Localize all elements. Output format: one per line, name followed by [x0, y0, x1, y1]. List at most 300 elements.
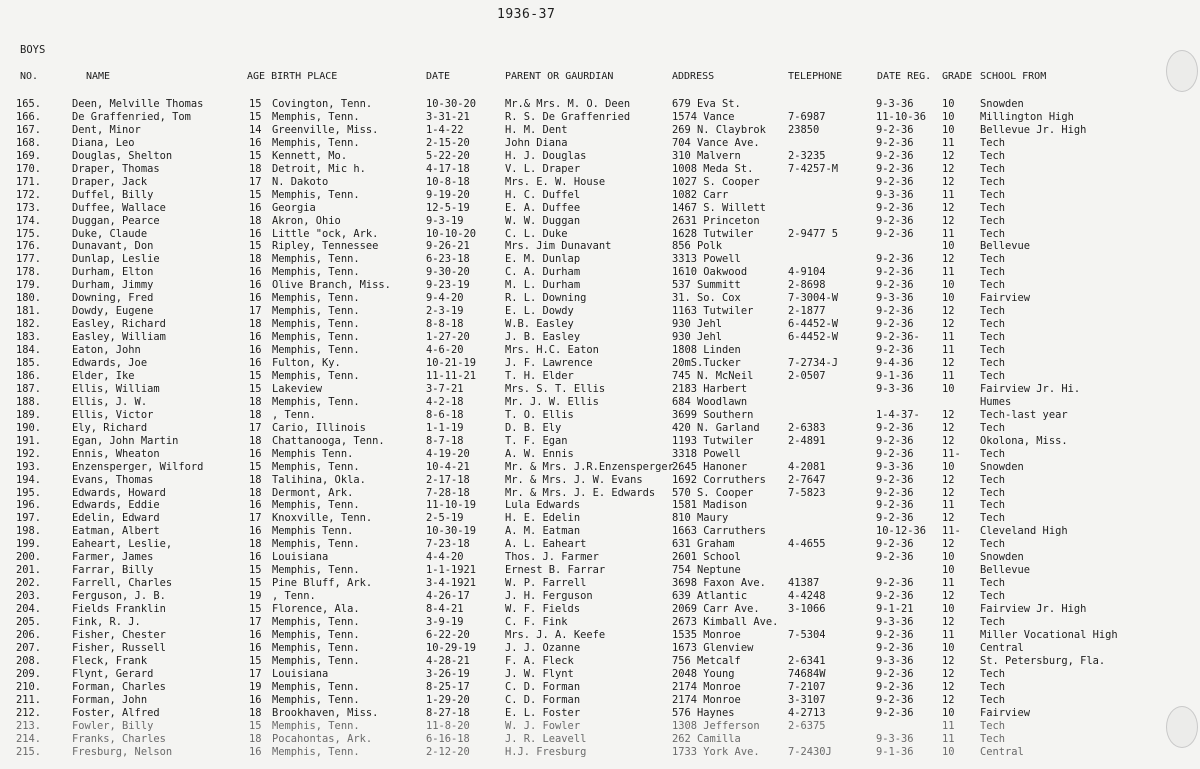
- birth-date: 2-5-19: [426, 512, 464, 525]
- telephone: 3-1066: [788, 603, 826, 616]
- address: 1027 S. Cooper: [672, 175, 760, 188]
- table-row: [0, 396, 1200, 409]
- parent-name: J. H. Ferguson: [505, 590, 593, 603]
- parent-name: Ernest B. Farrar: [505, 564, 606, 577]
- parent-name: V. L. Draper: [505, 162, 581, 175]
- row-number: 177.: [16, 253, 42, 266]
- date-registered: 9-2-36: [876, 667, 914, 680]
- row-number: 176.: [16, 240, 42, 253]
- school-from: Tech: [980, 253, 1006, 266]
- parent-name: C. A. Durham: [505, 266, 581, 279]
- date-registered: 9-2-36: [876, 318, 914, 331]
- school-from: Snowden: [980, 98, 1024, 110]
- table-row: [0, 694, 1200, 707]
- school-from: Cleveland High: [980, 525, 1068, 538]
- grade: 11: [942, 732, 955, 745]
- row-number: 215.: [16, 745, 42, 758]
- school-from: Tech: [980, 667, 1006, 680]
- school-from: Millington High: [980, 110, 1074, 123]
- row-number: 187.: [16, 382, 42, 395]
- birth-date: 4-28-21: [426, 654, 470, 667]
- table-row: [0, 344, 1200, 357]
- age: 17: [249, 667, 262, 680]
- age: 16: [249, 499, 262, 512]
- address: 1692 Corruthers: [672, 473, 766, 486]
- school-from: Tech: [980, 486, 1006, 499]
- grade: 10: [942, 240, 955, 253]
- birth-place: Little "ock, Ark.: [272, 227, 379, 240]
- age: 16: [249, 201, 262, 214]
- row-number: 207.: [16, 641, 42, 654]
- student-name: Evans, Thomas: [72, 473, 154, 486]
- date-registered: 9-2-36: [876, 641, 914, 654]
- birth-date: 3-4-1921: [426, 577, 477, 590]
- student-name: Edelin, Edward: [72, 512, 160, 525]
- parent-name: J. J. Ozanne: [505, 641, 581, 654]
- parent-name: H. M. Dent: [505, 123, 568, 136]
- grade: 10: [942, 292, 955, 305]
- birth-date: 3-7-21: [426, 382, 464, 395]
- row-number: 185.: [16, 357, 42, 369]
- address: 930 Jehl: [672, 318, 723, 331]
- student-name: Durham, Jimmy: [72, 279, 154, 292]
- date-registered: 9-2-36: [876, 136, 914, 149]
- student-name: Fresburg, Nelson: [72, 745, 173, 758]
- parent-name: C. D. Forman: [505, 680, 581, 693]
- birth-date: 8-7-18: [426, 434, 464, 447]
- age: 18: [249, 706, 262, 719]
- birth-place: Memphis, Tenn.: [272, 344, 360, 357]
- address: 1308 Jefferson: [672, 719, 760, 732]
- parent-name: J. F. Lawrence: [505, 357, 593, 369]
- student-name: Dunavant, Don: [72, 240, 154, 253]
- school-from: Tech: [980, 590, 1006, 603]
- parent-name: W. F. Fields: [505, 603, 581, 616]
- birth-place: Memphis, Tenn.: [272, 253, 360, 266]
- date-registered: 9-2-36: [876, 227, 914, 240]
- school-from: Tech: [980, 577, 1006, 590]
- address: 1610 Oakwood: [672, 266, 748, 279]
- age: 18: [249, 538, 262, 551]
- student-name: Ellis, Victor: [72, 408, 154, 421]
- student-name: Elder, Ike: [72, 369, 135, 382]
- date-registered: 9-2-36: [876, 590, 914, 603]
- school-from: Fairview Jr. High: [980, 603, 1087, 616]
- age: 14: [249, 123, 262, 136]
- header-no: NO.: [20, 71, 39, 82]
- row-number: 190.: [16, 421, 42, 434]
- table-row: [0, 357, 1200, 370]
- student-name: Enzensperger, Wilford: [72, 460, 204, 473]
- grade: 10: [942, 123, 955, 136]
- birth-place: Cario, Illinois: [272, 421, 366, 434]
- row-number: 167.: [16, 123, 42, 136]
- date-registered: 9-2-36: [876, 693, 914, 706]
- row-number: 166.: [16, 110, 42, 123]
- birth-date: 1-4-22: [426, 123, 464, 136]
- school-from: Tech: [980, 227, 1006, 240]
- student-name: Eaton, John: [72, 344, 141, 357]
- school-from: Tech: [980, 331, 1006, 344]
- age: 15: [249, 719, 262, 732]
- table-row: [0, 240, 1200, 253]
- address: 810 Maury: [672, 512, 729, 525]
- date-registered: 9-3-36: [876, 654, 914, 667]
- birth-date: 9-19-20: [426, 188, 470, 201]
- row-number: 200.: [16, 551, 42, 564]
- birth-date: 2-15-20: [426, 136, 470, 149]
- parent-name: H. E. Edelin: [505, 512, 581, 525]
- school-from: Tech: [980, 719, 1006, 732]
- address: 679 Eva St.: [672, 98, 741, 110]
- student-name: Dent, Minor: [72, 123, 141, 136]
- birth-date: 3-9-19: [426, 616, 464, 628]
- birth-date: 4-26-17: [426, 590, 470, 603]
- student-name: Fields Franklin: [72, 603, 166, 616]
- school-from: Tech: [980, 447, 1006, 460]
- date-registered: 9-3-36: [876, 460, 914, 473]
- age: 15: [249, 460, 262, 473]
- date-registered: 9-2-36: [876, 421, 914, 434]
- telephone: 2-0507: [788, 369, 826, 382]
- birth-date: 11-11-21: [426, 369, 477, 382]
- grade: 10: [942, 745, 955, 758]
- parent-name: C. L. Duke: [505, 227, 568, 240]
- table-row: [0, 215, 1200, 228]
- age: 15: [249, 603, 262, 616]
- row-number: 165.: [16, 98, 42, 110]
- school-from: Tech: [980, 266, 1006, 279]
- birth-date: 9-23-19: [426, 279, 470, 292]
- date-registered: 9-4-36: [876, 357, 914, 369]
- age: 16: [249, 693, 262, 706]
- age: 17: [249, 305, 262, 318]
- table-row: [0, 409, 1200, 422]
- birth-date: 6-23-18: [426, 253, 470, 266]
- student-name: Forman, John: [72, 693, 148, 706]
- school-from: Tech: [980, 136, 1006, 149]
- parent-name: H. C. Duffel: [505, 188, 581, 201]
- header-name: NAME: [86, 71, 111, 82]
- table-row: [0, 111, 1200, 124]
- address: 3313 Powell: [672, 253, 741, 266]
- telephone: 2-4891: [788, 434, 826, 447]
- address: 2048 Young: [672, 667, 735, 680]
- telephone: 7-2734-J: [788, 357, 839, 369]
- age: 16: [249, 292, 262, 305]
- student-name: Draper, Thomas: [72, 162, 160, 175]
- date-registered: 9-2-36: [876, 175, 914, 188]
- birth-place: Memphis, Tenn.: [272, 499, 360, 512]
- student-name: Edwards, Howard: [72, 486, 166, 499]
- table-row: [0, 383, 1200, 396]
- date-registered: 9-2-36: [876, 344, 914, 357]
- school-from: Snowden: [980, 551, 1024, 564]
- age: 16: [249, 551, 262, 564]
- birth-place: Memphis, Tenn.: [272, 318, 360, 331]
- address: 576 Haynes: [672, 706, 735, 719]
- row-number: 178.: [16, 266, 42, 279]
- row-number: 197.: [16, 512, 42, 525]
- age: 15: [249, 149, 262, 162]
- table-row: [0, 189, 1200, 202]
- table-row: [0, 176, 1200, 189]
- parent-name: Mrs. Jim Dunavant: [505, 240, 612, 253]
- birth-date: 2-3-19: [426, 305, 464, 318]
- birth-date: 10-8-18: [426, 175, 470, 188]
- student-name: Duffel, Billy: [72, 188, 154, 201]
- birth-date: 1-1-1921: [426, 564, 477, 577]
- school-from: Bellevue: [980, 240, 1031, 253]
- date-registered: 9-3-36: [876, 98, 914, 110]
- parent-name: J. B. Easley: [505, 331, 581, 344]
- grade: 11: [942, 136, 955, 149]
- telephone: 2-6383: [788, 421, 826, 434]
- birth-date: 1-29-20: [426, 693, 470, 706]
- grade: 12: [942, 149, 955, 162]
- student-name: Easley, William: [72, 331, 166, 344]
- school-from: Tech: [980, 188, 1006, 201]
- age: 19: [249, 680, 262, 693]
- row-number: 168.: [16, 136, 42, 149]
- age: 15: [249, 382, 262, 395]
- birth-place: Memphis, Tenn.: [272, 654, 360, 667]
- section-label: BOYS: [20, 44, 46, 56]
- row-number: 205.: [16, 616, 42, 628]
- birth-date: 10-30-19: [426, 525, 477, 538]
- age: 18: [249, 395, 262, 408]
- birth-date: 6-16-18: [426, 732, 470, 745]
- table-row: [0, 642, 1200, 655]
- address: 2183 Harbert: [672, 382, 748, 395]
- date-registered: 9-2-36: [876, 149, 914, 162]
- birth-date: 4-17-18: [426, 162, 470, 175]
- telephone: 7-4257-M: [788, 162, 839, 175]
- grade: 11: [942, 719, 955, 732]
- birth-place: Ripley, Tennessee: [272, 240, 379, 253]
- telephone: 4-4655: [788, 538, 826, 551]
- birth-place: Memphis, Tenn.: [272, 110, 360, 123]
- header-telephone: TELEPHONE: [788, 71, 843, 82]
- birth-date: 7-23-18: [426, 538, 470, 551]
- row-number: 183.: [16, 331, 42, 344]
- grade: 10: [942, 98, 955, 110]
- telephone: 2-3235: [788, 149, 826, 162]
- birth-place: Pine Bluff, Ark.: [272, 577, 373, 590]
- address: 1193 Tutwiler: [672, 434, 754, 447]
- parent-name: W. W. Duggan: [505, 214, 581, 227]
- address: 1628 Tutwiler: [672, 227, 754, 240]
- student-name: Durham, Elton: [72, 266, 154, 279]
- school-from: Tech: [980, 344, 1006, 357]
- school-from: Tech: [980, 369, 1006, 382]
- school-from: Tech: [980, 175, 1006, 188]
- age: 15: [249, 654, 262, 667]
- birth-date: 10-29-19: [426, 641, 477, 654]
- student-name: Eatman, Albert: [72, 525, 160, 538]
- table-row: [0, 474, 1200, 487]
- telephone: 41387: [788, 577, 820, 590]
- telephone: 6-4452-W: [788, 331, 839, 344]
- date-registered: 9-1-36: [876, 369, 914, 382]
- telephone: 7-5823: [788, 486, 826, 499]
- age: 15: [249, 564, 262, 577]
- parent-name: M. L. Durham: [505, 279, 581, 292]
- date-registered: 9-2-36: [876, 162, 914, 175]
- birth-place: Memphis, Tenn.: [272, 616, 360, 628]
- parent-name: W. P. Farrell: [505, 577, 587, 590]
- student-name: Farrar, Billy: [72, 564, 154, 577]
- row-number: 188.: [16, 395, 42, 408]
- telephone: 2-7647: [788, 473, 826, 486]
- school-from: Tech: [980, 473, 1006, 486]
- school-from: Tech: [980, 680, 1006, 693]
- grade: 12: [942, 473, 955, 486]
- date-registered: 9-2-36: [876, 680, 914, 693]
- date-registered: 9-2-36: [876, 512, 914, 525]
- age: 15: [249, 577, 262, 590]
- school-from: Central: [980, 641, 1024, 654]
- school-from: Tech: [980, 357, 1006, 369]
- age: 18: [249, 486, 262, 499]
- school-from: Tech: [980, 616, 1006, 628]
- row-number: 192.: [16, 447, 42, 460]
- row-number: 182.: [16, 318, 42, 331]
- student-name: Deen, Melville Thomas: [72, 98, 204, 110]
- birth-date: 4-4-20: [426, 551, 464, 564]
- table-row: [0, 370, 1200, 383]
- address: 537 Summitt: [672, 279, 741, 292]
- table-row: [0, 422, 1200, 435]
- student-name: Duke, Claude: [72, 227, 148, 240]
- grade: 11-: [942, 447, 961, 460]
- row-number: 184.: [16, 344, 42, 357]
- parent-name: D. B. Ely: [505, 421, 562, 434]
- table-row: [0, 253, 1200, 266]
- grade: 12: [942, 162, 955, 175]
- birth-date: 10-30-20: [426, 98, 477, 110]
- table-row: [0, 150, 1200, 163]
- address: 639 Atlantic: [672, 590, 748, 603]
- age: 17: [249, 616, 262, 628]
- age: 16: [249, 227, 262, 240]
- row-number: 186.: [16, 369, 42, 382]
- address: 2631 Princeton: [672, 214, 760, 227]
- grade: 11-: [942, 525, 961, 538]
- date-registered: 9-2-36-: [876, 331, 920, 344]
- birth-place: Greenville, Miss.: [272, 123, 379, 136]
- address: 1663 Carruthers: [672, 525, 766, 538]
- age: 18: [249, 434, 262, 447]
- grade: 10: [942, 382, 955, 395]
- grade: 10: [942, 460, 955, 473]
- row-number: 181.: [16, 305, 42, 318]
- age: 16: [249, 357, 262, 369]
- table-row: [0, 292, 1200, 305]
- birth-date: 4-6-20: [426, 344, 464, 357]
- birth-place: Talihina, Okla.: [272, 473, 366, 486]
- birth-place: Fulton, Ky.: [272, 357, 341, 369]
- row-number: 191.: [16, 434, 42, 447]
- parent-name: John Diana: [505, 136, 568, 149]
- row-number: 211.: [16, 693, 42, 706]
- birth-date: 10-10-20: [426, 227, 477, 240]
- address: 756 Metcalf: [672, 654, 741, 667]
- table-row: [0, 461, 1200, 474]
- grade: 12: [942, 421, 955, 434]
- date-registered: 9-2-36: [876, 279, 914, 292]
- age: 19: [249, 590, 262, 603]
- row-number: 193.: [16, 460, 42, 473]
- row-number: 179.: [16, 279, 42, 292]
- school-from: Snowden: [980, 460, 1024, 473]
- table-row: [0, 487, 1200, 500]
- grade: 12: [942, 214, 955, 227]
- student-name: Egan, John Martin: [72, 434, 179, 447]
- age: 16: [249, 745, 262, 758]
- parent-name: R. L. Downing: [505, 292, 587, 305]
- birth-place: N. Dakoto: [272, 175, 329, 188]
- parent-name: T. F. Egan: [505, 434, 568, 447]
- table-row: [0, 318, 1200, 331]
- address: 1733 York Ave.: [672, 745, 760, 758]
- address: 1673 Glenview: [672, 641, 754, 654]
- table-row: [0, 202, 1200, 215]
- address: 2601 School: [672, 551, 741, 564]
- school-from: Tech: [980, 214, 1006, 227]
- telephone: 3-3107: [788, 693, 826, 706]
- age: 18: [249, 253, 262, 266]
- birth-place: Knoxville, Tenn.: [272, 512, 373, 525]
- birth-date: 8-8-18: [426, 318, 464, 331]
- grade: 12: [942, 486, 955, 499]
- telephone: 7-3004-W: [788, 292, 839, 305]
- table-row: [0, 435, 1200, 448]
- grade: 11: [942, 227, 955, 240]
- telephone: 2-1877: [788, 305, 826, 318]
- birth-place: Memphis, Tenn.: [272, 745, 360, 758]
- date-registered: 9-2-36: [876, 499, 914, 512]
- grade: 10: [942, 279, 955, 292]
- address: 1574 Vance: [672, 110, 735, 123]
- telephone: 23850: [788, 123, 820, 136]
- age: 15: [249, 110, 262, 123]
- student-name: Franks, Charles: [72, 732, 166, 745]
- grade: 11: [942, 331, 955, 344]
- address: 3698 Faxon Ave.: [672, 577, 766, 590]
- student-name: Draper, Jack: [72, 175, 148, 188]
- birth-date: 10-4-21: [426, 460, 470, 473]
- row-number: 210.: [16, 680, 42, 693]
- student-name: Easley, Richard: [72, 318, 166, 331]
- school-from: Tech: [980, 305, 1006, 318]
- table-row: [0, 733, 1200, 746]
- grade: 11: [942, 266, 955, 279]
- grade: 12: [942, 693, 955, 706]
- grade: 10: [942, 603, 955, 616]
- parent-name: J. R. Leavell: [505, 732, 587, 745]
- parent-name: H.J. Fresburg: [505, 745, 587, 758]
- date-registered: 9-2-36: [876, 201, 914, 214]
- age: 15: [249, 98, 262, 110]
- birth-place: Georgia: [272, 201, 316, 214]
- grade: 12: [942, 538, 955, 551]
- row-number: 169.: [16, 149, 42, 162]
- grade: 12: [942, 654, 955, 667]
- parent-name: J. W. Flynt: [505, 667, 574, 680]
- parent-name: Mrs. E. W. House: [505, 175, 606, 188]
- date-registered: 9-2-36: [876, 628, 914, 641]
